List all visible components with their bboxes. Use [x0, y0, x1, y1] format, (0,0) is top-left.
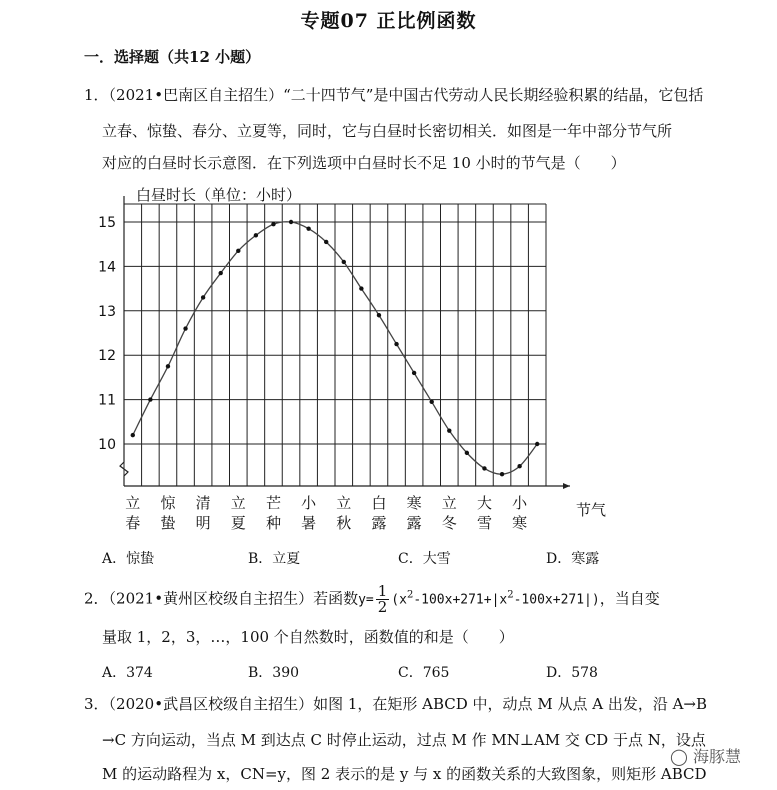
- data-point: [517, 464, 521, 468]
- x-tick-labels: [125, 494, 528, 532]
- q2-option-d: D．578: [546, 665, 598, 681]
- x-tick-label-bottom: 露: [371, 514, 387, 532]
- x-axis-arrow: [563, 483, 570, 489]
- x-tick-label-bottom: 明: [195, 514, 211, 532]
- y-tick-label: 10: [98, 437, 116, 453]
- data-point: [219, 271, 223, 275]
- q3-line1: 3．（2020•武昌区校级自主招生）如图 1，在矩形 ABCD 中，动点 M 从点 A 出发，沿 A→B: [84, 695, 708, 713]
- q2-fraction: [376, 584, 390, 615]
- x-tick-label-top: 清: [195, 494, 211, 512]
- data-point: [359, 286, 363, 290]
- x-tick-label-bottom: 雪: [476, 514, 492, 532]
- q1-option-a: A．惊蛰: [102, 551, 155, 567]
- data-point: [236, 249, 240, 253]
- x-tick-label-top: 惊: [160, 494, 176, 512]
- data-point: [131, 433, 135, 437]
- data-point: [183, 326, 187, 330]
- data-point: [465, 451, 469, 455]
- y-tick-labels: [98, 215, 116, 453]
- q2-option-b: B．390: [248, 665, 300, 681]
- x-tick-label-top: 立: [125, 494, 141, 512]
- data-point: [342, 260, 346, 264]
- x-tick-label-bottom: 冬: [441, 514, 457, 532]
- q2-expr-c: -100x+271|): [513, 592, 600, 608]
- x-tick-label-top: 小: [301, 494, 317, 512]
- chart-axes: [120, 196, 570, 489]
- x-tick-label-bottom: 种: [265, 514, 281, 532]
- q2-prefix: 2．（2021•黄州区校级自主招生）若函数: [84, 589, 359, 608]
- data-point: [377, 313, 381, 317]
- data-point: [289, 220, 293, 224]
- x-tick-label-top: 立: [336, 494, 352, 512]
- q1-option-b: B．立夏: [248, 551, 301, 567]
- data-point: [254, 233, 258, 237]
- q2-frac-den: 2: [377, 598, 388, 616]
- q2-line1: [84, 584, 660, 615]
- watermark: [670, 744, 741, 767]
- q2-sup-a: 2: [406, 589, 414, 601]
- q3-line2: →C 方向运动，当点 M 到达点 C 时停止运动，过点 M 作 MN⊥AM 交 CD 于点 N，设点: [102, 731, 706, 749]
- q1-option-c: C．大雪: [398, 551, 451, 567]
- data-point: [166, 364, 170, 368]
- q2-sup-b: 2: [507, 589, 514, 601]
- data-point: [306, 226, 310, 230]
- watermark-logo-icon: ◯: [670, 747, 688, 766]
- x-tick-label-top: 寒: [406, 494, 422, 512]
- x-tick-label-bottom: 露: [406, 514, 422, 532]
- q2-frac-num: 1: [377, 582, 388, 600]
- x-tick-label-top: 小: [512, 494, 528, 512]
- data-point: [535, 442, 539, 446]
- q2-y-eq: y=: [358, 592, 374, 608]
- q2-suffix: ，当自变: [599, 589, 660, 608]
- q2-expr-b: -100x+271+|x: [413, 592, 508, 608]
- x-tick-label-top: 大: [476, 494, 492, 512]
- y-tick-label: 14: [98, 259, 116, 276]
- q2-expr-a: (x: [391, 592, 407, 608]
- data-point: [447, 428, 451, 432]
- x-tick-label-bottom: 蛰: [160, 514, 176, 532]
- data-point: [271, 222, 275, 226]
- q3-line3: M 的运动路程为 x，CN=y，图 2 表示的是 y 与 x 的函数关系的大致图象，则矩形 ABCD: [102, 765, 707, 783]
- y-axis: [120, 196, 128, 486]
- q2-option-c: C．765: [398, 665, 450, 681]
- data-point: [412, 371, 416, 375]
- x-axis-label: 节气: [576, 501, 607, 519]
- data-point: [482, 466, 486, 470]
- x-tick-label-bottom: 春: [125, 514, 141, 532]
- x-tick-label-top: 芒: [265, 494, 281, 512]
- x-tick-label-top: 白: [371, 494, 387, 512]
- page-title: 专题07 正比例函数: [300, 10, 477, 32]
- watermark-text: 海豚慧: [693, 747, 742, 766]
- x-tick-label-top: 立: [230, 494, 246, 512]
- data-point: [201, 295, 205, 299]
- data-point: [324, 240, 328, 244]
- data-point: [394, 342, 398, 346]
- y-tick-label: 11: [98, 392, 116, 409]
- q1-line1: 1．（2021•巴南区自主招生）“二十四节气”是中国古代劳动人民长期经验积累的结晶，它包括: [84, 86, 704, 104]
- y-tick-label: 15: [98, 215, 116, 231]
- chart-title: 白昼时长（单位：小时）: [136, 186, 302, 204]
- q1-line3: 对应的白昼时长示意图．在下列选项中白昼时长不足 10 小时的节气是（ ）: [102, 154, 626, 172]
- data-point: [500, 472, 504, 476]
- y-tick-label: 12: [98, 348, 116, 365]
- section-heading: 一．选择题（共12 小题）: [84, 48, 261, 66]
- daylight-chart: [88, 180, 648, 540]
- x-tick-label-top: 立: [441, 494, 457, 512]
- x-tick-label-bottom: 暑: [301, 514, 317, 532]
- y-tick-label: 13: [98, 303, 116, 320]
- x-tick-label-bottom: 夏: [230, 514, 246, 532]
- x-tick-label-bottom: 秋: [336, 514, 352, 532]
- x-tick-label-bottom: 寒: [512, 514, 528, 532]
- q2-line2: 量取 1，2，3，…，100 个自然数时，函数值的和是（ ）: [102, 628, 514, 646]
- q1-line2: 立春、惊蛰、春分、立夏等，同时，它与白昼时长密切相关．如图是一年中部分节气所: [102, 122, 673, 140]
- q1-option-d: D．寒露: [546, 551, 600, 567]
- data-point: [148, 397, 152, 401]
- chart-grid: [124, 204, 546, 486]
- q2-option-a: A．374: [102, 665, 153, 681]
- data-point: [430, 400, 434, 404]
